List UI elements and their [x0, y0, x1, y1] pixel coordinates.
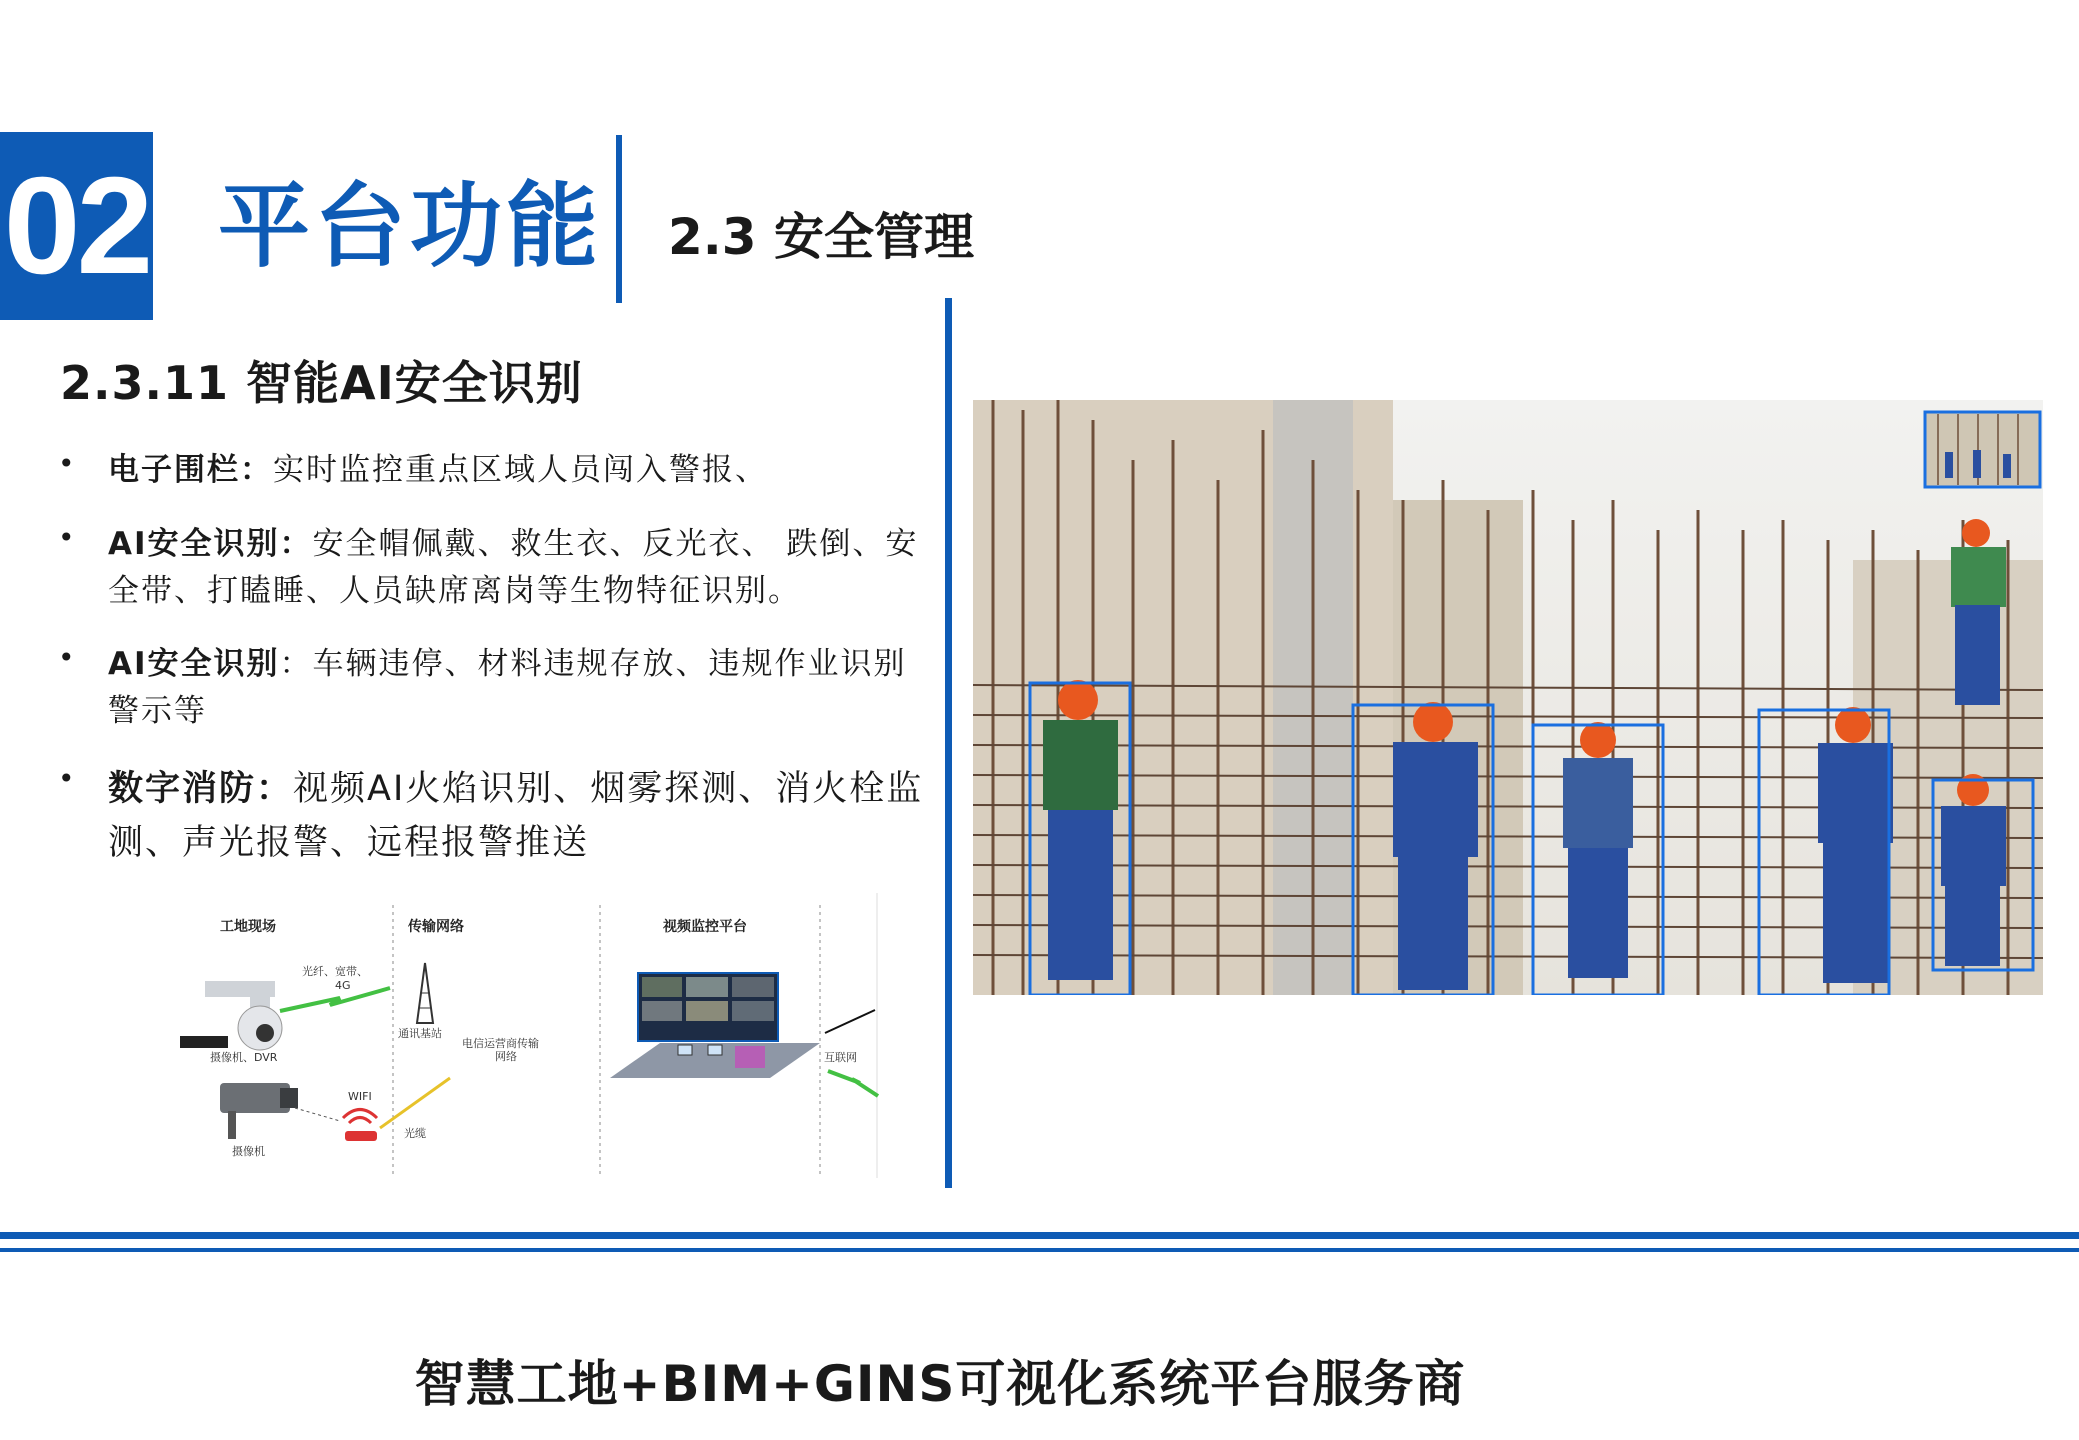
bullet-label: AI安全识别：: [108, 526, 313, 562]
camera-dvr-label: 摄像机、DVR: [210, 1051, 278, 1064]
internet-label: 互联网: [824, 1051, 857, 1064]
section-number-badge: 02: [0, 132, 153, 320]
box-camera-icon: [220, 1083, 298, 1139]
bullet-label: 电子围栏：: [108, 452, 273, 488]
footer-rule-thick: [0, 1232, 2079, 1239]
bullet-item: [58, 641, 928, 735]
cable-link: [380, 1078, 450, 1128]
ai-detection-photo: [973, 400, 2043, 995]
monitor-wall-icon: [638, 973, 778, 1041]
section-title: 平台功能: [218, 173, 603, 280]
worker-1: [1043, 680, 1118, 980]
bullet-text: ：车辆违停、材料违规存放、违规作业识别警示等: [108, 646, 907, 729]
bullet-label: AI安全识别: [108, 646, 280, 682]
fiber-label-2: 4G: [335, 979, 351, 992]
tower-icon: [417, 963, 433, 1023]
bullet-label: 数字消防：: [108, 769, 294, 809]
carrier-label: 电信运营商传输: [462, 1037, 539, 1050]
wifi-router-icon: [343, 1110, 377, 1142]
worker-2: [1393, 702, 1478, 990]
bullet-dot-icon: •: [58, 762, 75, 795]
bullet-item: [58, 447, 928, 494]
network-diagram: [180, 893, 880, 1178]
bullet-dot-icon: •: [58, 447, 75, 480]
footer-slogan: 智慧工地+BIM+GINS可视化系统平台服务商: [414, 1355, 1466, 1413]
internet-link: [825, 1010, 875, 1033]
content-heading: 2.3.11 智能AI安全识别: [60, 356, 583, 410]
dvr-icon: [180, 1036, 228, 1048]
tower-label: 通讯基站: [398, 1027, 442, 1040]
diagram-col-site: 工地现场: [220, 919, 276, 935]
diagram-col-network: 传输网络: [408, 919, 464, 935]
diagram-col-platform: 视频监控平台: [663, 919, 747, 935]
footer-rule-thin: [0, 1248, 2079, 1252]
carrier-label-2: 网络: [495, 1050, 517, 1063]
internet-wireless-icon: [828, 1071, 878, 1096]
fiber-label: 光纤、宽带、: [302, 965, 368, 978]
wifi-label: WIFI: [348, 1090, 372, 1103]
header-divider: [616, 135, 622, 303]
column-divider: [945, 298, 952, 1188]
bullet-text: 实时监控重点区域人员闯入警报、: [273, 452, 768, 488]
inset-thumbnail: [1925, 412, 2040, 487]
bullet-item: [58, 762, 928, 870]
bullet-item: [58, 521, 928, 615]
cable-label: 光缆: [404, 1127, 426, 1140]
camera-to-router-link: [295, 1108, 340, 1121]
bullet-dot-icon: •: [58, 521, 75, 554]
server-platform-icon: [610, 1043, 820, 1078]
bullet-dot-icon: •: [58, 641, 75, 674]
worker-4: [1818, 707, 1893, 983]
worker-3: [1563, 722, 1633, 978]
subsection-title: 2.3 安全管理: [668, 208, 974, 266]
bullet-text: 视频AI火焰识别、烟雾探测、消火栓监测、声光报警、远程报警推送: [108, 769, 924, 863]
camera-label: 摄像机: [232, 1145, 265, 1158]
bullet-text: 安全帽佩戴、救生衣、反光衣、 跌倒、安全带、打瞌睡、人员缺席离岗等生物特征识别。: [108, 526, 919, 609]
